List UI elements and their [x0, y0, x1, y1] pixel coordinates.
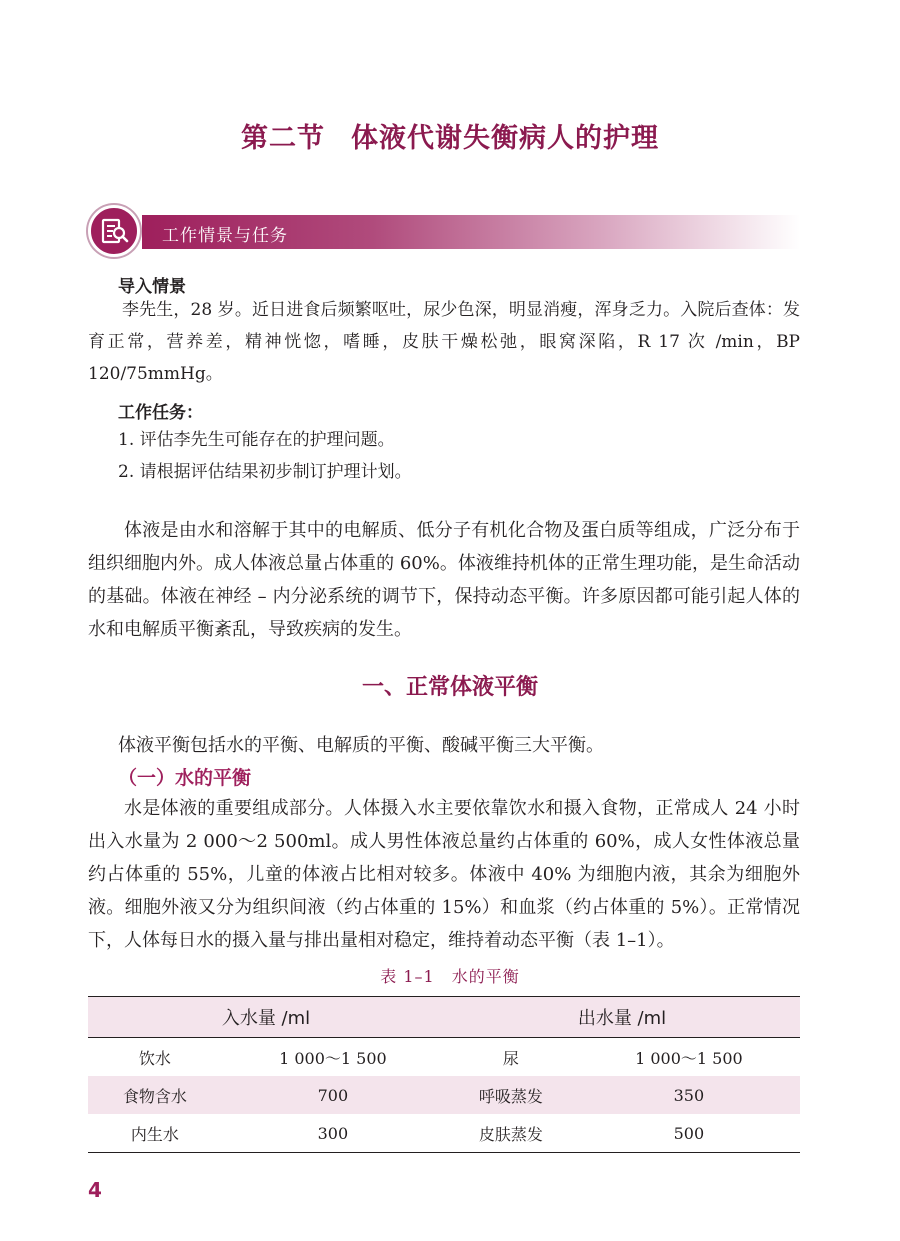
banner-label: 工作情景与任务	[162, 226, 288, 246]
table-cell: 350	[578, 1076, 800, 1114]
intro-paragraph: 体液是由水和溶解于其中的电解质、低分子有机化合物及蛋白质等组成，广泛分布于组织细胞内外。成人体液总量占体重的 60%。体液维持机体的正常生理功能，是生命活动的基础。体液在神经 – 内分泌系统的调节下，保持动态平衡。许多原因都可能引起人体的水和电解质平衡紊乱，导致疾病的发生。	[88, 520, 800, 640]
table-header-row	[88, 997, 800, 1038]
table-cell: 饮水	[138, 1048, 171, 1068]
intake-header: 入水量 /ml	[88, 997, 444, 1038]
water-balance-paragraph: 水是体液的重要组成部分。人体摄入水主要依靠饮水和摄入食物，正常成人 24 小时出入水量为 2 000～2 500ml。成人男性体液总量约占体重的 60%，成人女性体液总量约占体重的 55%，儿童的体液占比相对较多。体液中 40% 为细胞内液，其余为细胞外液。细胞外液又分为组织间液（约占体重的 15%）和血浆（约占体重的 5%）。正常情况下，人体每日水的摄入量与排出量相对稳定，维持着动态平衡（表 1–1）。	[88, 798, 800, 951]
subsection-title: 一、正常体液平衡	[361, 675, 538, 700]
page-number: 4	[88, 1178, 102, 1202]
table-cell: 食物含水	[88, 1076, 222, 1114]
table-cell: 1 000～1 500	[279, 1048, 387, 1068]
water-balance-heading: （一）水的平衡	[118, 767, 252, 789]
table-row	[88, 1038, 800, 1077]
table-cell: 1 000～1 500	[635, 1048, 743, 1068]
output-header: 出水量 /ml	[444, 997, 800, 1038]
banner-bar	[142, 215, 800, 249]
document-search-icon	[88, 205, 140, 257]
table-row	[88, 1076, 800, 1114]
table-cell: 内生水	[88, 1114, 222, 1153]
section-number: 第二节	[241, 123, 325, 154]
table-cell: 300	[222, 1114, 444, 1153]
balance-intro: 体液平衡包括水的平衡、电解质的平衡、酸碱平衡三大平衡。	[118, 735, 604, 756]
scenario-heading: 导入情景	[118, 277, 186, 297]
tasks-heading: 工作任务：	[118, 403, 203, 423]
section-title	[0, 116, 900, 155]
table-row	[88, 1114, 800, 1153]
table-cell: 500	[578, 1114, 800, 1153]
water-balance-table	[88, 996, 800, 1153]
table-cell: 700	[222, 1076, 444, 1114]
table-cell: 尿	[502, 1048, 519, 1068]
table-cell: 呼吸蒸发	[444, 1076, 578, 1114]
task-item: 1. 评估李先生可能存在的护理问题。	[118, 430, 395, 450]
scenario-text: 李先生，28 岁。近日进食后频繁呕吐，尿少色深，明显消瘦，浑身乏力。入院后查体：发育正常，营养差，精神恍惚，嗜睡，皮肤干燥松弛，眼窝深陷，R 17 次 /min，BP 120/75mmHg。	[88, 300, 800, 384]
task-item: 2. 请根据评估结果初步制订护理计划。	[118, 462, 412, 482]
section-title-text: 体液代谢失衡病人的护理	[351, 123, 659, 154]
table-caption: 表 1–1 水的平衡	[380, 967, 520, 986]
task-banner	[88, 205, 800, 255]
table-cell: 皮肤蒸发	[444, 1114, 578, 1153]
